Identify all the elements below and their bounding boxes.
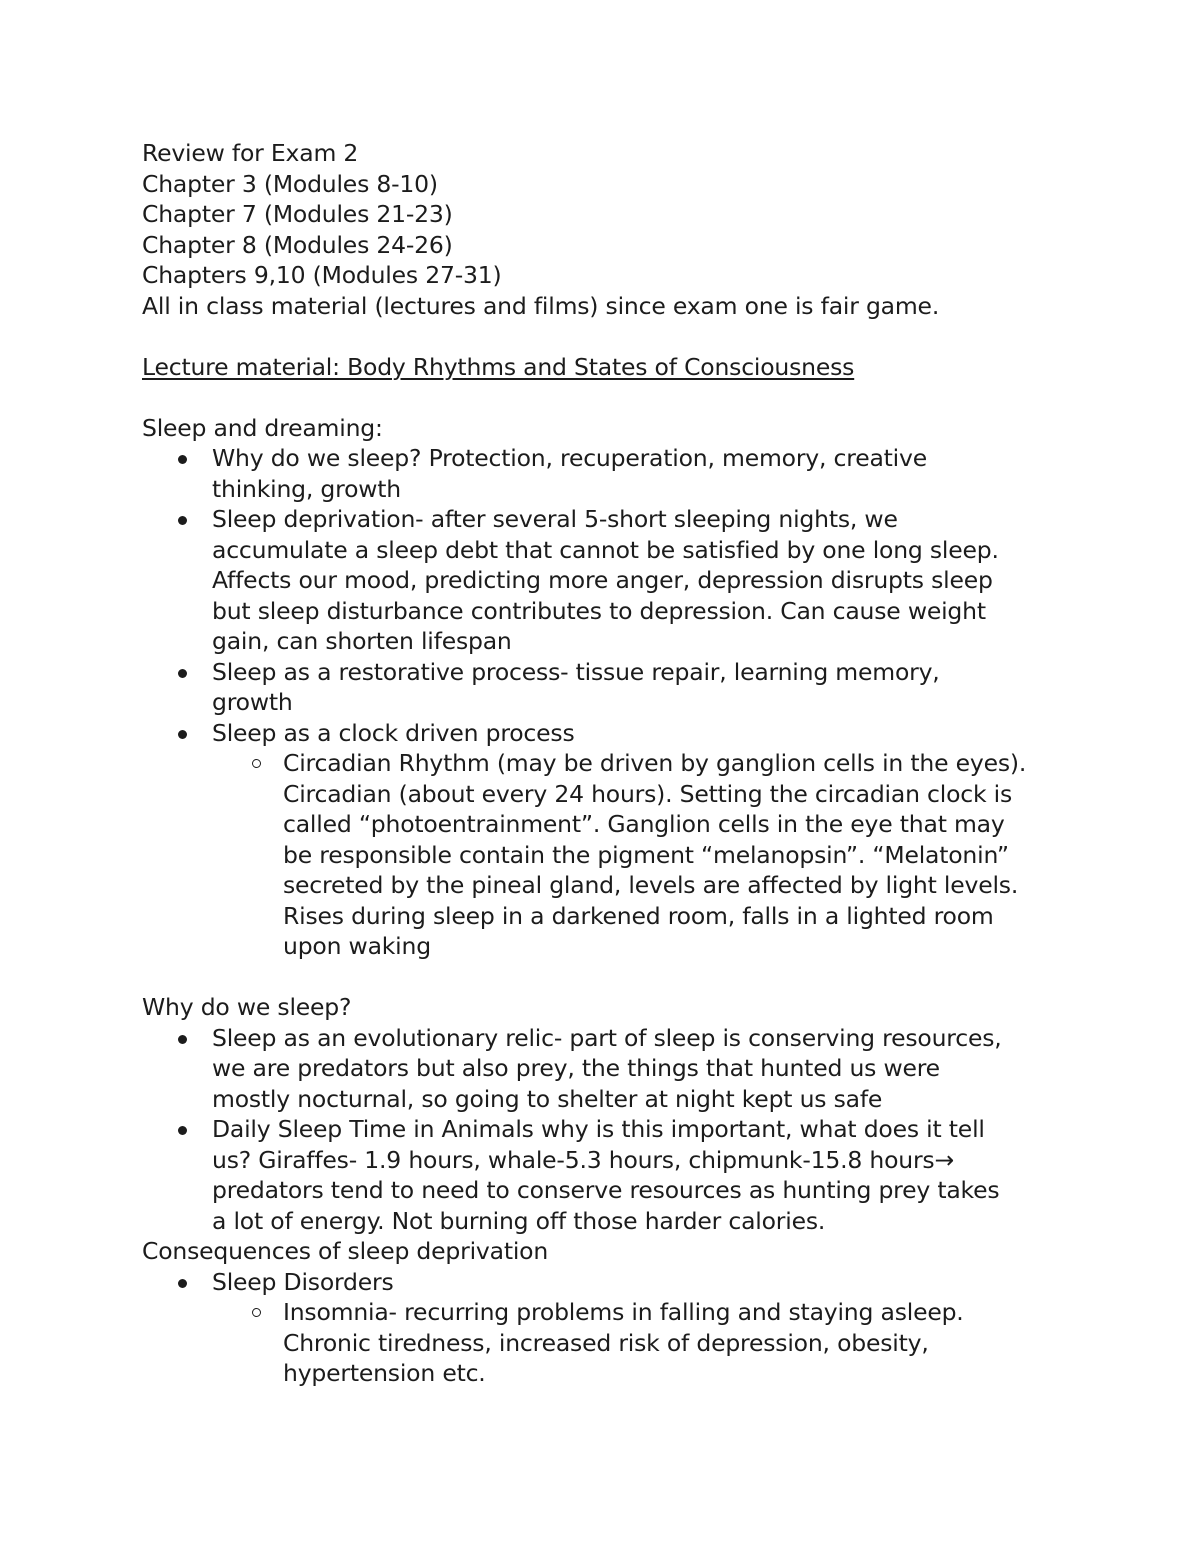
section-heading-consequences: Consequences of sleep deprivation <box>142 1237 549 1265</box>
chapter-line: Chapters 9,10 (Modules 27-31) <box>142 261 502 289</box>
list-item-line: predators tend to need to conserve resources as hunting prey takes <box>212 1176 1000 1204</box>
document-title: Review for Exam 2 <box>142 139 359 167</box>
list-item-line: Why do we sleep? Protection, recuperation, memory, creative <box>212 444 927 472</box>
bullet-icon <box>178 730 187 739</box>
sub-list-item-line: Chronic tiredness, increased risk of depression, obesity, <box>283 1328 929 1357</box>
hollow-bullet-icon <box>252 1308 261 1317</box>
spacer <box>142 321 1082 352</box>
list-item-line: us? Giraffes- 1.9 hours, whale-5.3 hours, chipmunk-15.8 hours→ <box>212 1145 954 1174</box>
section-heading-why-sleep: Why do we sleep? <box>142 993 352 1021</box>
bullet-icon <box>178 455 187 464</box>
list-item-line: but sleep disturbance contributes to depression. Can cause weight <box>212 596 986 625</box>
list-item <box>212 1114 1082 1236</box>
list-item-line: Sleep as a restorative process- tissue repair, learning memory, <box>212 657 940 686</box>
sub-list-item-line: upon waking <box>283 932 431 960</box>
list-item-line: gain, can shorten lifespan <box>212 627 512 655</box>
sub-list-item <box>283 748 1082 962</box>
spacer <box>142 962 1082 993</box>
list-item <box>212 718 1082 962</box>
list-item-line: a lot of energy. Not burning off those harder calories. <box>212 1206 826 1235</box>
sub-list-item-line: Rises during sleep in a darkened room, falls in a lighted room <box>283 901 994 930</box>
sub-list-item-line: called “photoentrainment”. Ganglion cells in the eye that may <box>283 810 1005 838</box>
list-item-line: growth <box>212 688 293 716</box>
section-heading-sleep-dreaming: Sleep and dreaming: <box>142 413 383 442</box>
sub-list-item <box>283 1297 1082 1389</box>
sleep-dreaming-list <box>142 443 1082 962</box>
bullet-icon <box>178 1126 187 1135</box>
sub-list-item-line: hypertension etc. <box>283 1359 486 1387</box>
list-item <box>212 443 1082 504</box>
bullet-icon <box>178 669 187 678</box>
consequences-list <box>142 1267 1082 1389</box>
sub-list-item-line: Circadian Rhythm (may be driven by ganglion cells in the eyes). <box>283 749 1027 777</box>
spacer <box>142 382 1082 413</box>
list-item-line: Sleep Disorders <box>212 1267 394 1296</box>
list-item-line: Sleep deprivation- after several 5-short sleeping nights, we <box>212 505 898 533</box>
list-item-line: thinking, growth <box>212 474 401 503</box>
list-item-line: accumulate a sleep debt that cannot be satisfied by one long sleep. <box>212 535 999 564</box>
list-item-line: Sleep as a clock driven process <box>212 718 575 747</box>
chapter-line: Chapter 8 (Modules 24-26) <box>142 230 453 259</box>
list-item-line: Affects our mood, predicting more anger, depression disrupts sleep <box>212 566 993 594</box>
why-sleep-list <box>142 1023 1082 1237</box>
sub-list-item-line: secreted by the pineal gland, levels are affected by light levels. <box>283 871 1019 899</box>
list-item-line: mostly nocturnal, so going to shelter at night kept us safe <box>212 1084 883 1113</box>
exam-note: All in class material (lectures and films) since exam one is fair game. <box>142 291 940 320</box>
list-item <box>212 657 1082 718</box>
list-item-line: Sleep as an evolutionary relic- part of sleep is conserving resources, <box>212 1023 1002 1052</box>
list-item-line: we are predators but also prey, the things that hunted us were <box>212 1054 940 1082</box>
sub-list-item-line: Insomnia- recurring problems in falling and staying asleep. <box>283 1298 964 1326</box>
lecture-heading: Lecture material: Body Rhythms and States of Consciousness <box>142 352 855 381</box>
list-item <box>212 1267 1082 1389</box>
sub-list-item-line: be responsible contain the pigment “melanopsin”. “Melatonin” <box>283 840 1009 869</box>
list-item <box>212 504 1082 657</box>
chapter-line: Chapter 3 (Modules 8-10) <box>142 169 438 198</box>
list-item <box>212 1023 1082 1115</box>
hollow-bullet-icon <box>252 759 261 768</box>
sub-list <box>212 1297 1082 1389</box>
sub-list <box>212 748 1082 962</box>
list-item-line: Daily Sleep Time in Animals why is this important, what does it tell <box>212 1115 985 1143</box>
bullet-icon <box>178 1035 187 1044</box>
document-page <box>142 138 1082 1389</box>
bullet-icon <box>178 1279 187 1288</box>
chapter-line: Chapter 7 (Modules 21-23) <box>142 200 453 228</box>
bullet-icon <box>178 516 187 525</box>
sub-list-item-line: Circadian (about every 24 hours). Setting the circadian clock is <box>283 779 1013 808</box>
